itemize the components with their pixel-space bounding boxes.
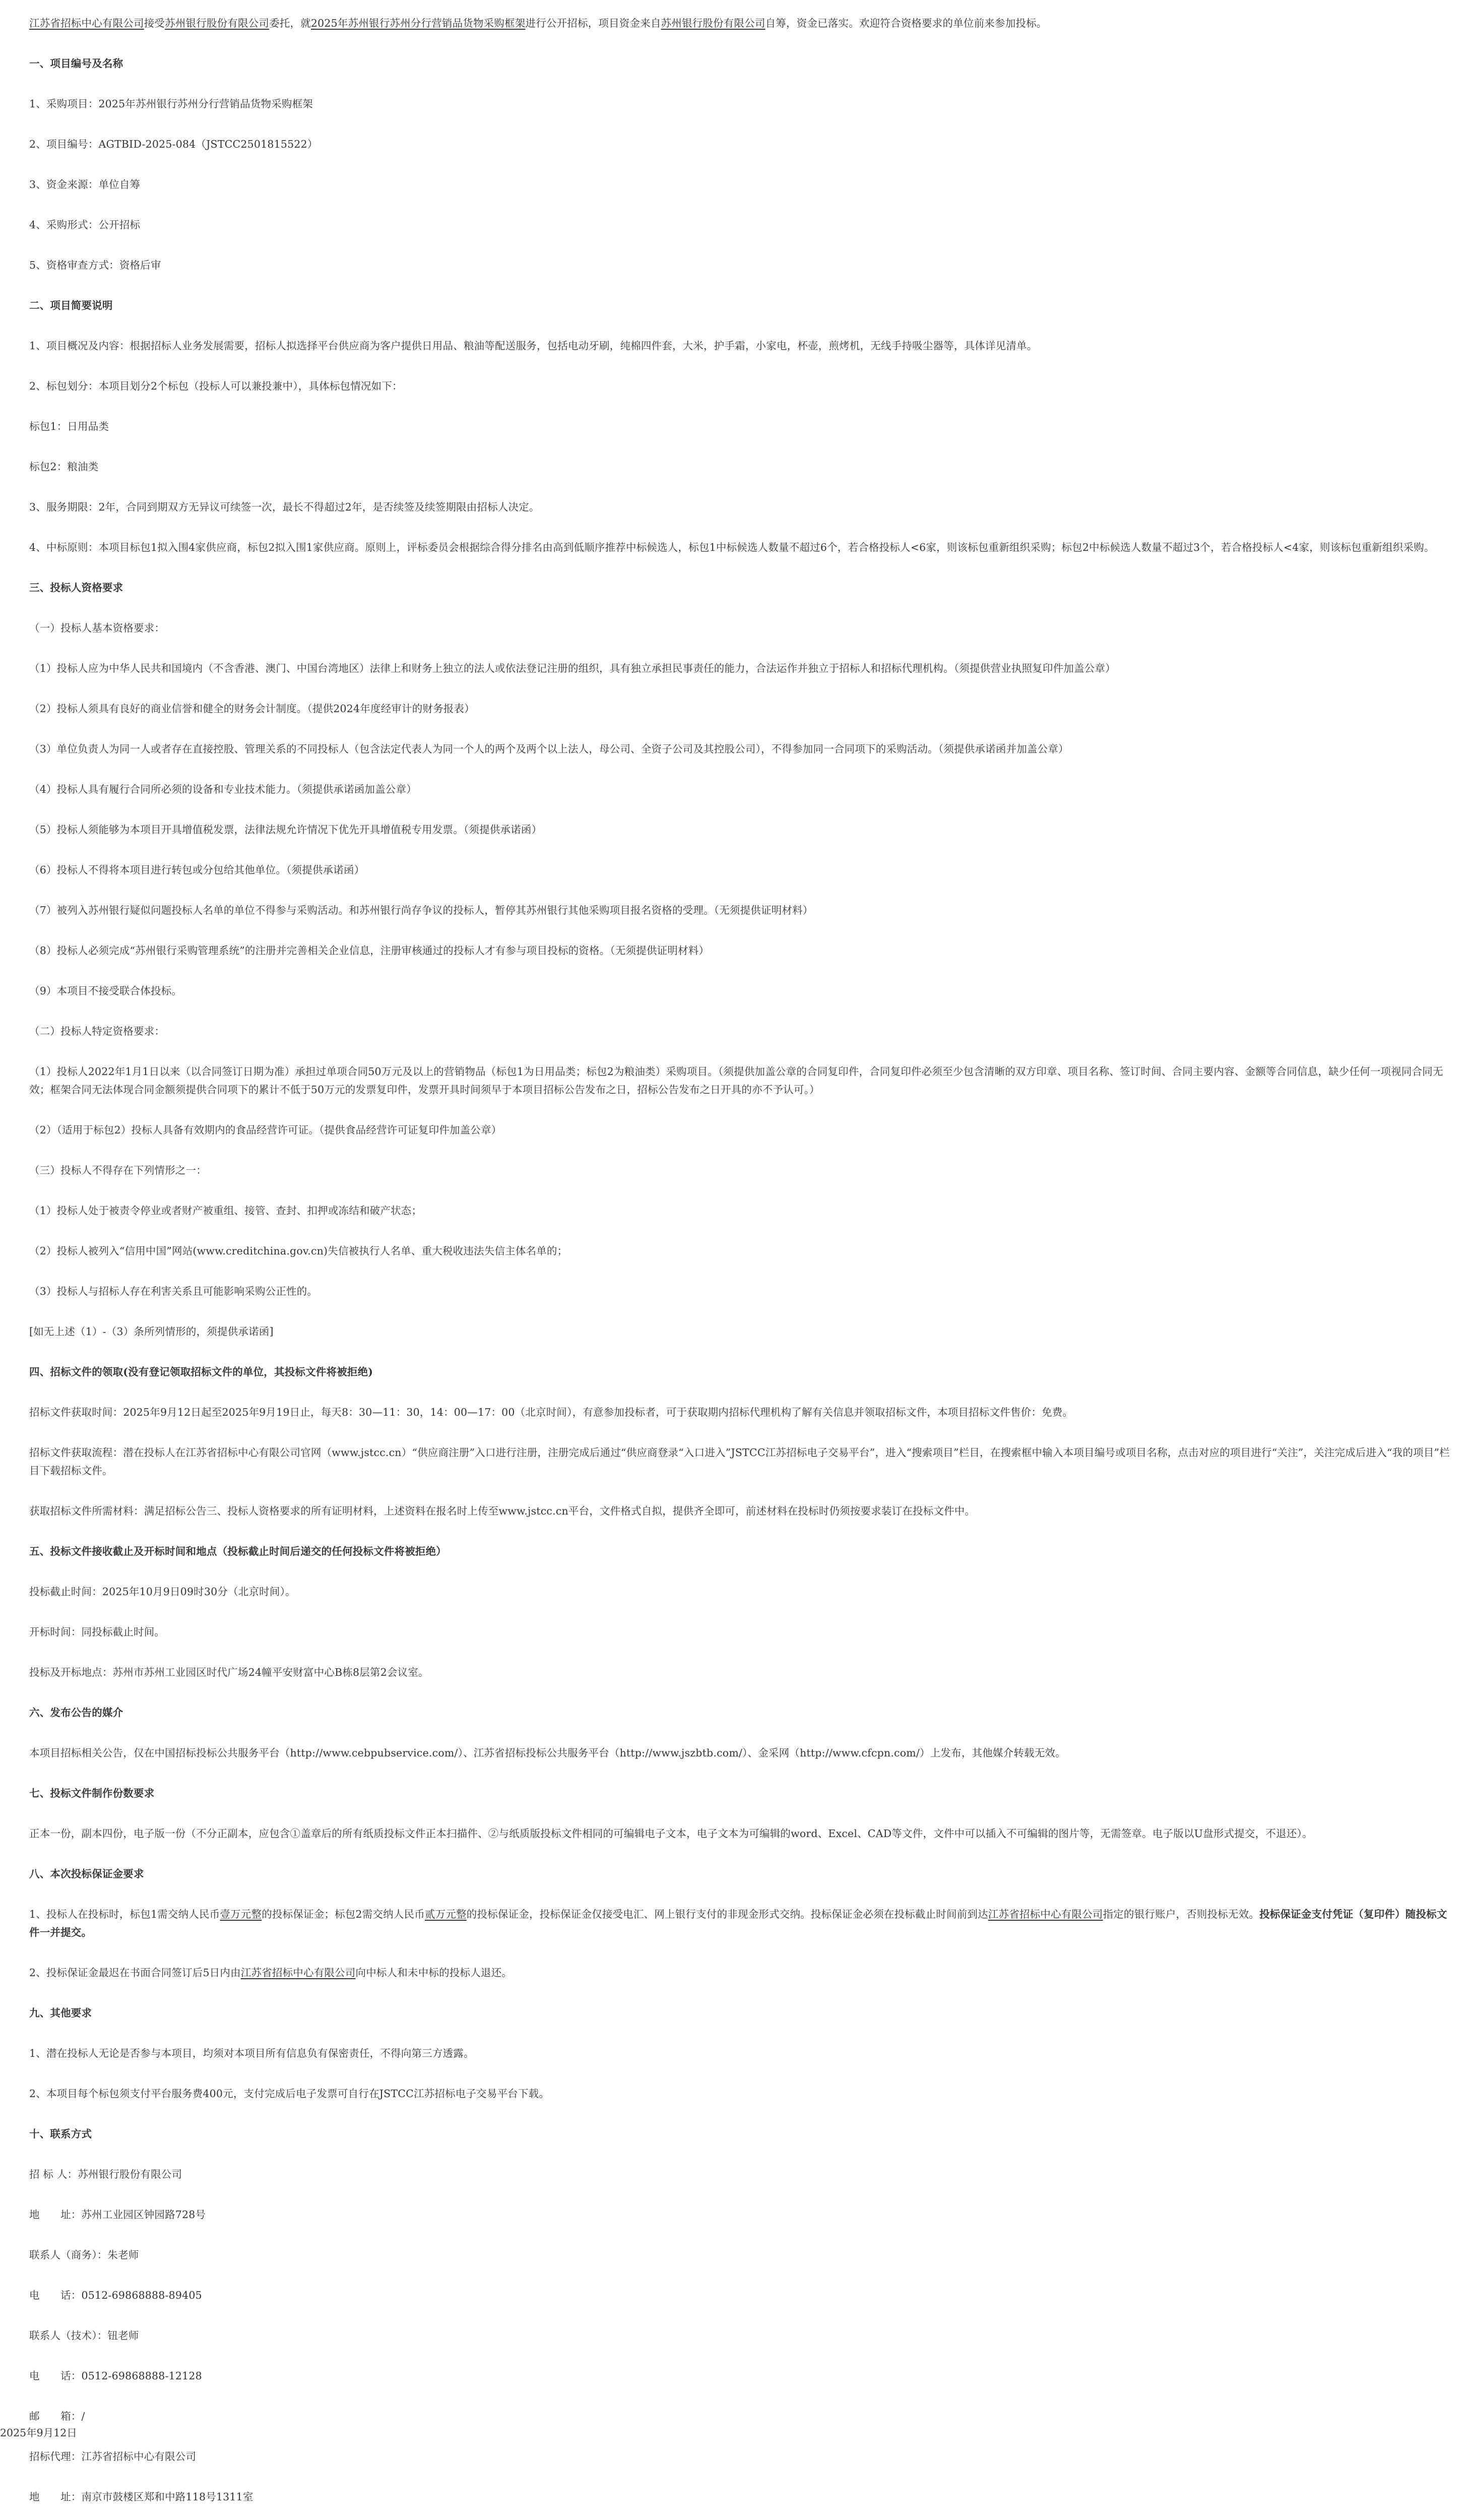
contact-line: 招标代理：江苏省招标中心有限公司: [29, 2450, 197, 2463]
section-item: （4）投标人具有履行合同所必须的设备和专业技术能力。（须提供承诺函加盖公章）: [29, 783, 417, 795]
section-item: 3、服务期限：2年，合同到期双方无异议可续签一次，最长不得超过2年，是否续签及续签期限由招标人决定。: [29, 501, 540, 513]
section-item: 标包1：日用品类: [29, 420, 109, 432]
section-heading: 七、投标文件制作份数要求: [29, 1787, 155, 1799]
section-heading: 五、投标文件接收截止及开标时间和地点（投标截止时间后递交的任何投标文件将被拒绝）: [29, 1545, 446, 1557]
section-item: （3）投标人与招标人存在利害关系且可能影响采购公正性的。: [29, 1285, 318, 1297]
section-item: 开标时间：同投标截止时间。: [29, 1626, 165, 1638]
section-item: 投标及开标地点：苏州市苏州工业园区时代广场24幢平安财富中心B栋8层第2会议室。: [29, 1666, 429, 1678]
agency-name: 江苏省招标中心有限公司: [29, 17, 144, 29]
contact-line: 地 址：苏州工业园区钟园路728号: [29, 2209, 206, 2221]
agency-name: 江苏省招标中心有限公司: [240, 1967, 356, 1979]
section-item: （6）投标人不得将本项目进行转包或分包给其他单位。（须提供承诺函）: [29, 864, 365, 876]
section-item: 招标文件获取时间：2025年9月12日起至2025年9月19日止，每天8：30—11：30，14：00—17：00（北京时间），有意参加投标者，可于获取期内招标代理机构了解有关信息并领取招标文件，本项目招标文件售价：免费。: [29, 1406, 1073, 1418]
client-name: 苏州银行股份有限公司: [165, 17, 270, 29]
contact-line: 联系人（技术）：钮老师: [29, 2329, 139, 2342]
contact-line: 邮 箱：/: [29, 2410, 85, 2422]
section-heading: 一、项目编号及名称: [29, 57, 123, 70]
section-heading: 二、项目简要说明: [29, 299, 113, 311]
section-item: （1）投标人2022年1月1日以来（以合同签订日期为准）承担过单项合同50万元及以上的营销物品（标包1为日用品类；标包2为粮油类）采购项目。（须提供加盖公章的合同复印件，合同复印件必须至少包含清晰的双方印章、项目名称、签订时间、合同主要内容、金额等合同信息，缺少任何一项视同合同无效；框架合同无法体现合同金额须提供合同项下的累计不低于50万元的发票复印件，发票开具时间须早于本项目招标公告发布之日，招标公告发布之日开具的亦不予认可。）: [29, 1065, 1443, 1096]
deposit-receipt-note: 投标保证金支付凭证（复印件）随投标文件一并提交。: [29, 1908, 1447, 1938]
section-heading: 九、其他要求: [29, 2007, 92, 2019]
section-heading: 八、本次投标保证金要求: [29, 1868, 144, 1880]
section-item: （2）（适用于标包2）投标人具备有效期内的食品经营许可证。（提供食品经营许可证复印件加盖公章）: [29, 1124, 502, 1136]
section-item: （8）投标人必须完成“苏州银行采购管理系统”的注册并完善相关企业信息，注册审核通过的投标人才有参与项目投标的资格。（无须提供证明材料）: [29, 944, 710, 957]
section-item: [如无上述（1）-（3）条所列情形的，须提供承诺函]: [29, 1326, 274, 1338]
section-item: 4、采购形式：公开招标: [29, 219, 141, 231]
intro-paragraph: 江苏省招标中心有限公司接受苏州银行股份有限公司委托，就2025年苏州银行苏州分行营销品货物采购框架进行公开招标，项目资金来自苏州银行股份有限公司自筹，资金已落实。欢迎符合资格要求的单位前来参加投标。: [29, 17, 1047, 29]
section-item: （7）被列入苏州银行疑似问题投标人名单的单位不得参与采购活动。和苏州银行尚存争议的投标人，暂停其苏州银行其他采购项目报名资格的受理。（无须提供证明材料）: [29, 904, 813, 916]
section-item: 4、中标原则：本项目标包1拟入围4家供应商，标包2拟入围1家供应商。原则上，评标委员会根据综合得分排名由高到低顺序推荐中标候选人，标包1中标候选人数量不超过6个，若合格投标人<6家，则该标包重新组织采购；标包2中标候选人数量不超过3个，若合格投标人<4家，则该标包重新组织采购。: [29, 541, 1435, 553]
section-item: （3）单位负责人为同一人或者存在直接控股、管理关系的不同投标人（包含法定代表人为同一个人的两个及两个以上法人，母公司、全资子公司及其控股公司），不得参加同一合同项下的采购活动。（须提供承诺函并加盖公章）: [29, 743, 1069, 755]
section-heading: 四、招标文件的领取(没有登记领取招标文件的单位，其投标文件将被拒绝): [29, 1366, 373, 1378]
section-item: （一）投标人基本资格要求：: [29, 622, 165, 634]
section-item: 1、项目概况及内容：根据招标人业务发展需要，招标人拟选择平台供应商为客户提供日用品、粮油等配送服务，包括电动牙刷，纯棉四件套，大米，护手霜，小家电，杯壶，煎烤机，无线手持吸尘器等，具体详见清单。: [29, 340, 1038, 352]
announcement-date: 2025年9月12日: [0, 2427, 77, 2439]
section-item: （二）投标人特定资格要求：: [29, 1025, 165, 1037]
contact-line: 电 话：0512-69868888-89405: [29, 2289, 202, 2301]
section-item: （5）投标人须能够为本项目开具增值税发票，法律法规允许情况下优先开具增值税专用发票。（须提供承诺函）: [29, 824, 542, 836]
section-item: （1）投标人应为中华人民共和国境内（不含香港、澳门、中国台湾地区）法律上和财务上独立的法人或依法登记注册的组织，具有独立承担民事责任的能力，合法运作并独立于招标人和招标代理机构。（须提供营业执照复印件加盖公章）: [29, 662, 1116, 674]
contact-line: 电 话：0512-69868888-12128: [29, 2370, 202, 2382]
section-item: （1）投标人处于被责令停业或者财产被重组、接管、查封、扣押或冻结和破产状态；: [29, 1205, 422, 1217]
section-item: 正本一份，副本四份，电子版一份（不分正副本，应包含①盖章后的所有纸质投标文件正本扫描件、②与纸质版投标文件相同的可编辑电子文本，电子文本为可编辑的word、Excel、CAD等文件，文件中可以插入不可编辑的图片等，无需签章。电子版以U盘形式提交，不退还）。: [29, 1828, 1313, 1840]
section-item: （9）本项目不接受联合体投标。: [29, 985, 182, 997]
section-item: 招标文件获取流程：潜在投标人在江苏省招标中心有限公司官网（www.jstcc.cn）“供应商注册”入口进行注册，注册完成后通过“供应商登录“入口进入”JSTCC江苏招标电子交易平台”，进入“搜索项目”栏目，在搜索框中输入本项目编号或项目名称，点击对应的项目进行“关注”，关注完成后进入“我的项目”栏目下载招标文件。: [29, 1446, 1450, 1477]
funding-source: 苏州银行股份有限公司: [661, 17, 765, 29]
section-item: 2、本项目每个标包须支付平台服务费400元，支付完成后电子发票可自行在JSTCC江苏招标电子交易平台下载。: [29, 2088, 550, 2100]
deposit-refund-item: 2、投标保证金最迟在书面合同签订后5日内由江苏省招标中心有限公司向中标人和未中标的投标人退还。: [29, 1967, 512, 1979]
section-heading: 三、投标人资格要求: [29, 582, 123, 594]
contact-line: 联系人（商务）：朱老师: [29, 2249, 139, 2261]
deposit-item: 1、投标人在投标时，标包1需交纳人民币壹万元整的投标保证金；标包2需交纳人民币贰万元整的投标保证金，投标保证金仅接受电汇、网上银行支付的非现金形式交纳。投标保证金必须在投标截止时间前到达江苏省招标中心有限公司指定的银行账户，否则投标无效。投标保证金支付凭证（复印件）随投标文件一并提交。: [29, 1908, 1447, 1938]
section-item: （2）投标人须具有良好的商业信誉和健全的财务会计制度。（提供2024年度经审计的财务报表）: [29, 703, 475, 715]
section-item: 投标截止时间：2025年10月9日09时30分（北京时间）。: [29, 1586, 296, 1598]
section-item: 1、潜在投标人无论是否参与本项目，均须对本项目所有信息负有保密责任，不得向第三方透露。: [29, 2047, 474, 2059]
section-item: （2）投标人被列入“信用中国”网站(www.creditchina.gov.cn)失信被执行人名单、重大税收违法失信主体名单的；: [29, 1245, 568, 1257]
section-item: 5、资格审查方式：资格后审: [29, 259, 161, 271]
section-item: 标包2：粮油类: [29, 461, 99, 473]
deposit-amount-lot1: 壹万元整: [220, 1908, 262, 1920]
section-heading: 十、联系方式: [29, 2128, 92, 2140]
agency-name: 江苏省招标中心有限公司: [988, 1908, 1103, 1920]
contact-line: 招 标 人：苏州银行股份有限公司: [29, 2168, 182, 2180]
project-name: 2025年苏州银行苏州分行营销品货物采购框架: [310, 17, 526, 29]
section-item: 3、资金来源：单位自筹: [29, 178, 141, 191]
section-item: 获取招标文件所需材料：满足招标公告三、投标人资格要求的所有证明材料，上述资料在报名时上传至www.jstcc.cn平台，文件格式自拟，提供齐全即可，前述材料在投标时仍须按要求装订在投标文件中。: [29, 1505, 976, 1517]
section-item: （三）投标人不得存在下列情形之一：: [29, 1164, 207, 1176]
section-heading: 六、发布公告的媒介: [29, 1707, 123, 1719]
section-item: 2、标包划分：本项目划分2个标包（投标人可以兼投兼中），具体标包情况如下：: [29, 380, 403, 392]
deposit-amount-lot2: 贰万元整: [424, 1908, 467, 1920]
section-item: 2、项目编号：AGTBID-2025-084（JSTCC2501815522）: [29, 138, 318, 150]
contact-line: 地 址：南京市鼓楼区郑和中路118号1311室: [29, 2491, 253, 2503]
section-item: 本项目招标相关公告，仅在中国招标投标公共服务平台（http://www.cebpubservice.com/）、江苏省招标投标公共服务平台（http://www.jszbtb.com/）、金采网（http://www.cfcpn.com/）上发布，其他媒介转载无效。: [29, 1747, 1066, 1759]
section-item: 1、采购项目：2025年苏州银行苏州分行营销品货物采购框架: [29, 98, 313, 110]
